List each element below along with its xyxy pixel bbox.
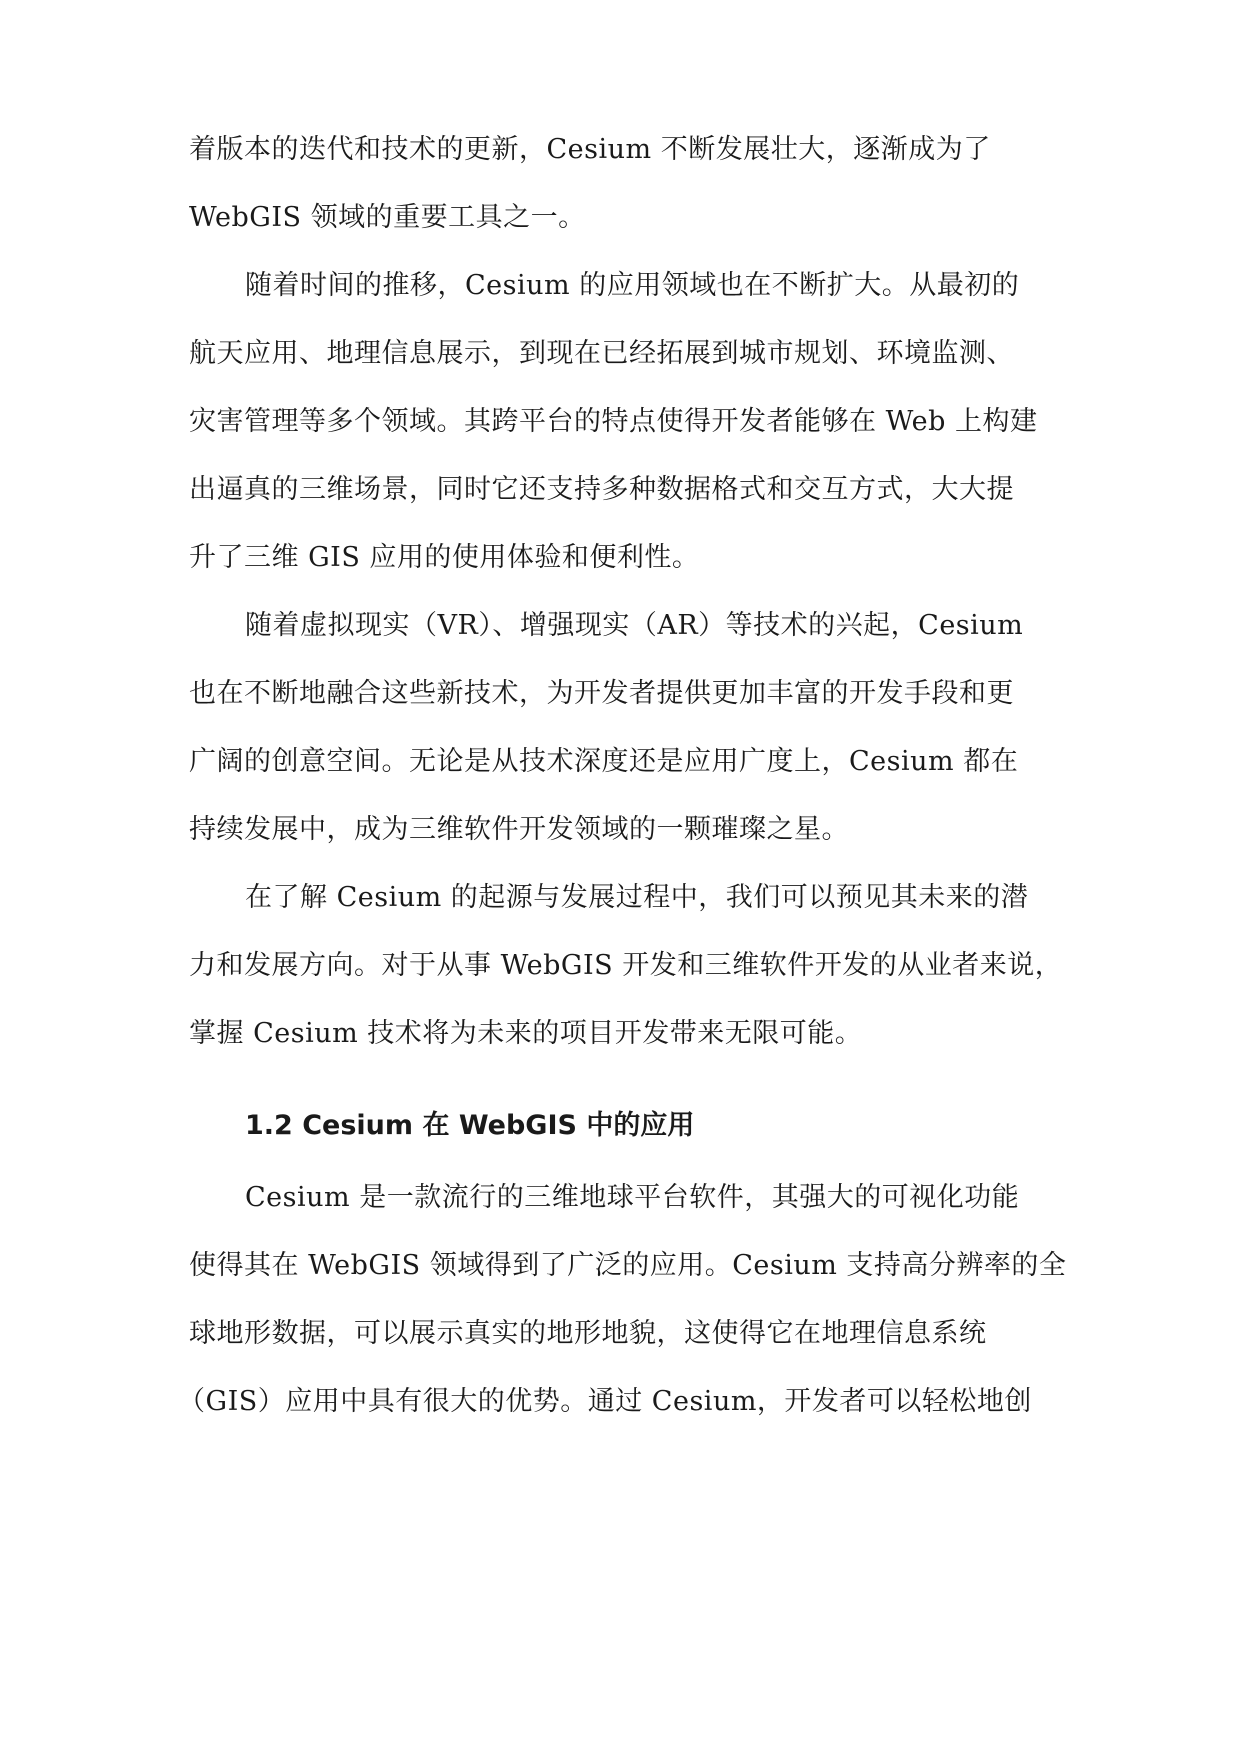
paragraph-3-line-1: 随着虚拟现实（VR）、增强现实（AR）等技术的兴起，Cesium xyxy=(245,610,1024,641)
paragraph-4-line-1: 在了解 Cesium 的起源与发展过程中，我们可以预见其未来的潜 xyxy=(245,882,1029,913)
paragraph-4-line-3: 掌握 Cesium 技术将为未来的项目开发带来无限可能。 xyxy=(189,1018,863,1049)
section-paragraph-line-4: （GIS）应用中具有很大的优势。通过 Cesium，开发者可以轻松地创 xyxy=(178,1386,1032,1417)
paragraph-1-line-1: 着版本的迭代和技术的更新，Cesium 不断发展壮大，逐渐成为了 xyxy=(189,134,991,165)
paragraph-4-line-2: 力和发展方向。对于从事 WebGIS 开发和三维软件开发的从业者来说， xyxy=(189,950,1063,981)
paragraph-2-line-2: 航天应用、地理信息展示，到现在已经拓展到城市规划、环境监测、 xyxy=(189,338,1014,369)
paragraph-2-line-5: 升了三维 GIS 应用的使用体验和便利性。 xyxy=(189,542,700,573)
paragraph-3-line-3: 广阔的创意空间。无论是从技术深度还是应用广度上，Cesium 都在 xyxy=(189,746,1019,777)
section-paragraph-line-3: 球地形数据，可以展示真实的地形地貌，这使得它在地理信息系统 xyxy=(189,1318,987,1349)
paragraph-3-line-4: 持续发展中，成为三维软件开发领域的一颗璀璨之星。 xyxy=(189,814,849,845)
section-paragraph-line-2: 使得其在 WebGIS 领域得到了广泛的应用。Cesium 支持高分辨率的全 xyxy=(189,1250,1067,1281)
paragraph-2-line-3: 灾害管理等多个领域。其跨平台的特点使得开发者能够在 Web 上构建 xyxy=(189,406,1038,437)
paragraph-2-line-4: 出逼真的三维场景，同时它还支持多种数据格式和交互方式，大大提 xyxy=(189,474,1014,505)
section-heading: 1.2 Cesium 在 WebGIS 中的应用 xyxy=(245,1110,695,1141)
paragraph-2-line-1: 随着时间的推移，Cesium 的应用领域也在不断扩大。从最初的 xyxy=(245,270,1020,301)
paragraph-1-line-2: WebGIS 领域的重要工具之一。 xyxy=(189,202,586,233)
paragraph-3-line-2: 也在不断地融合这些新技术，为开发者提供更加丰富的开发手段和更 xyxy=(189,678,1014,709)
section-paragraph-line-1: Cesium 是一款流行的三维地球平台软件，其强大的可视化功能 xyxy=(245,1182,1020,1213)
